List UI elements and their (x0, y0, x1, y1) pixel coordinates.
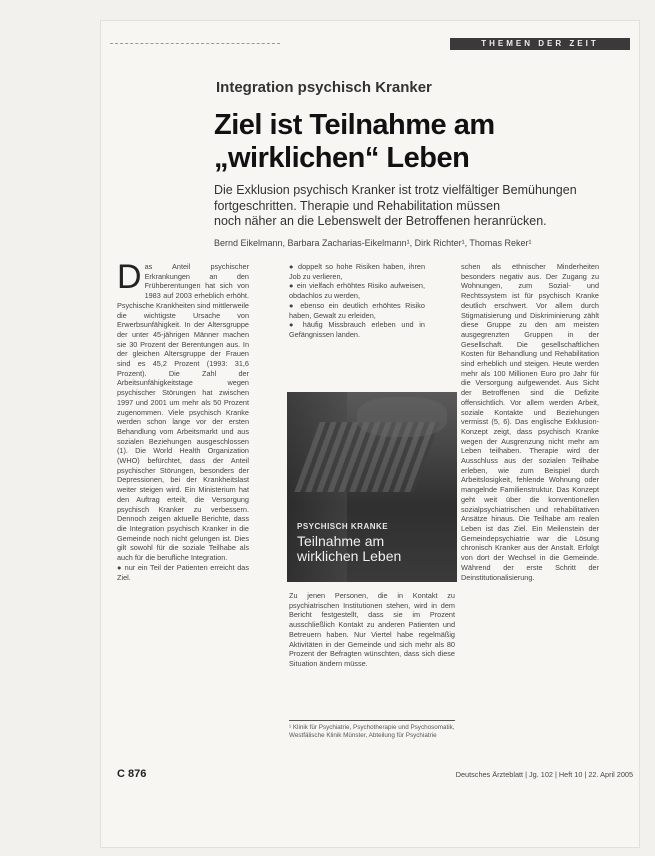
column-2 (289, 262, 425, 340)
journal-citation: Deutsches Ärzteblatt | Jg. 102 | Heft 10 | 22. April 2005 (455, 770, 633, 779)
lead-line-2: fortgeschritten. Therapie und Rehabilitation müssen (214, 198, 501, 213)
article-lead (214, 183, 634, 230)
bullet-item: ● häufig Missbrauch erleben und in Gefängnissen landen. (289, 320, 425, 339)
lead-line-1: Die Exklusion psychisch Kranker ist trotz vielfältiger Bemühungen (214, 183, 577, 197)
lead-line-3: noch näher an die Lebenswelt der Betroffenen heranrücken. (214, 214, 547, 228)
photo-kicker: PSYCHISCH KRANKE (297, 522, 389, 531)
section-label: THEMEN DER ZEIT (450, 38, 630, 50)
footnote: ¹ Klinik für Psychiatrie, Psychotherapie und Psychosomatik, Westfälische Klinik Münster, Abteilung für Psychiatrie (289, 720, 455, 740)
section-bar (110, 40, 630, 48)
title-line-1: Ziel ist Teilnahme am (214, 109, 495, 141)
bullet-item: ● doppelt so hohe Risiken haben, ihren Job zu verlieren, (289, 262, 425, 281)
photo-title (297, 534, 401, 564)
column-3-body: schen als ethnischer Minderheiten besonders negativ aus. Der Zugang zu Wohnungen, zum Sozial- und Rechtssystem ist für psychisch Kranke deutlich erschwert. Vor allem durch Stigmatisierung und Diskriminierung zählt diese Gruppe zu den am meisten ausgegrenzten Gruppen in der Gesellschaft. Die gesellschaftlichen Kosten für Behandlung und Rehabilitation sind erheblich und steigen. Heute werden mehr als 100 Millionen Euro pro Jahr für die Versorgung aufgewendet. Aus Sicht der Betroffenen sind die Defizite offensichtlich. Vor allem werden Arbeit, soziale Kontakte und Beziehungen vermisst (5, 6). Das englische Exklusion-Konzept zeigt, dass psychisch Kranke wegen der Ausgrenzung nicht mehr am Leben teilhaben. Therapie wird der Ausschluss aus der sozialen Teilhabe erleben, wie zum Beispiel durch Arbeitslosigkeit, fehlende Wohnung oder mangelnde Familienstruktur. Das Konzept geht weit über die konventionellen sozialpsychiatrischen und rehabilitativen Ansätze hinaus. Die Teilhabe am realen Leben ist das Ziel. Ein Meilenstein der Gemeindepsychiatrie war die Lösung chronisch Kranker aus der Anstalt. Erfolgt von dort der Wechsel in die Gemeinde. Während der erste Schritt der Deinstitutionalisierung. (461, 262, 599, 582)
column-2-body: Zu jenen Personen, die in Kontakt zu psychiatrischen Institutionen stehen, wird in dem Bericht festgestellt, dass sie im Prozent ausschließlich Kontakt zu anderen Patienten und Betreuern haben. Nur Viertel habe regelmäßig Aktivitäten in der Gemeinde und sich mehr als 80 Prozent der Befragten wünschten, dass sich diese Situation ändern müsse. (289, 591, 455, 668)
dropcap: D (117, 258, 142, 296)
article-photo (287, 392, 457, 582)
column-3 (461, 262, 599, 582)
article-authors: Bernd Eikelmann, Barbara Zacharias-Eikelmann¹, Dirk Richter¹, Thomas Reker¹ (214, 238, 532, 248)
photo-title-line-1: Teilnahme am (297, 533, 385, 549)
column-1-text (117, 258, 249, 563)
title-line-2: „wirklichen“ Leben (214, 142, 470, 174)
rule (110, 43, 280, 44)
article-kicker: Integration psychisch Kranker (216, 79, 432, 96)
page-number: C 876 (117, 768, 147, 780)
photo-highlight (357, 397, 447, 437)
photo-title-line-2: wirklichen Leben (297, 548, 402, 564)
column-2-continued (289, 591, 455, 669)
column-1-body: as Anteil psychischer Erkrankungen an den Frühberentungen hat sich von 1983 auf 2003 erheblich erhöht. Psychische Krankheiten sind mittlerweile die wichtigste Ursache von Erwerbsunfähigkeit. In der Altersgruppe der unter 45-jährigen Männer machen sie 30 Prozent der Berentungen aus. In der gleichen Altersgruppe der Frauen sind es 45,2 Prozent (1993: 31,6 Prozent). Die Zahl der Arbeitsunfähigkeitstage wegen psychischer Störungen hat zwischen 1997 und 2001 um mehr als 50 Prozent zugenommen. Viele psychisch Kranke werden schon lange vor der ersten Behandlung vom Arbeitsmarkt und aus sozialen Beziehungen ausgeschlossen (1). Die World Health Organization (WHO) befürchtet, dass der Anteil psychischer Störungen, besonders der Depressionen, bei der Krankheitslast weiter steigen wird. Ein Ministerium hat den Auftrag erteilt, die Versorgung psychisch Kranker zu verbessern. Dennoch zeigen aktuelle Berichte, dass die Integration psychisch Kranker in die Gemeinde noch nicht gelungen ist. Dies gilt sowohl für die soziale Teilhabe als auch für die berufliche Integration. (117, 262, 249, 563)
column-1-bullet: ● nur ein Teil der Patienten erreicht das Ziel. (117, 562, 249, 582)
article-title (214, 109, 634, 175)
bullet-item: ● ebenso ein deutlich erhöhtes Risiko haben, Gewalt zu erleiden, (289, 300, 425, 320)
bullet-item: ● ein vielfach erhöhtes Risiko aufweisen, obdachlos zu werden, (289, 281, 425, 301)
column-1 (117, 258, 249, 582)
